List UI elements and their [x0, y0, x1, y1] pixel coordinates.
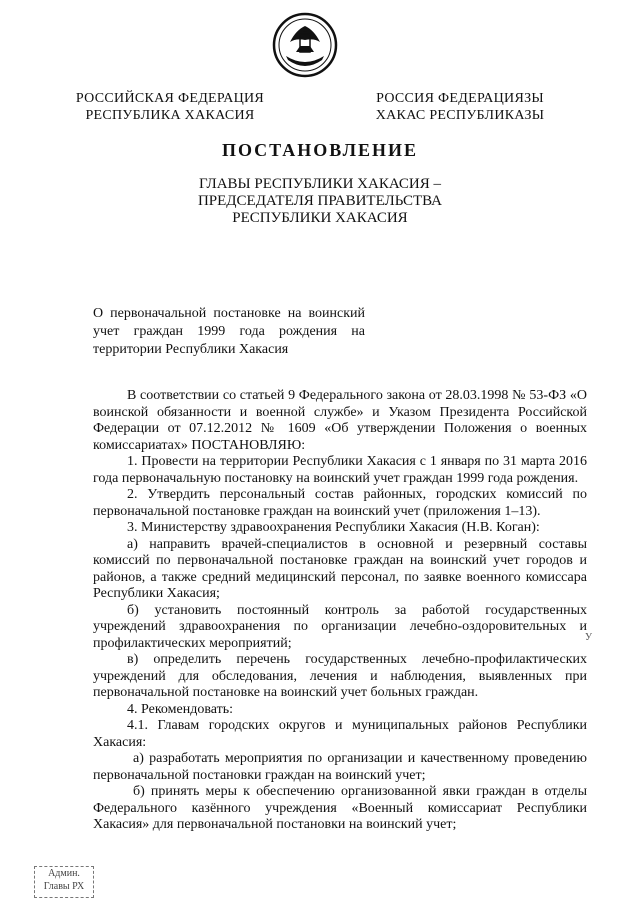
registry-stamp — [34, 866, 94, 898]
header-left-line1: РОССИЙСКАЯ ФЕДЕРАЦИЯ — [75, 91, 265, 106]
coat-of-arms-icon — [272, 12, 338, 78]
paragraph-4-1b: б) принять меры к обеспечению организованной явки граждан в отделы Федерального казённого учреждения «Военный комиссариат Республики Хакасия» для первоначальной постановки на воинский учет; — [93, 784, 587, 832]
header-left-line2: РЕСПУБЛИКА ХАКАСИЯ — [85, 108, 255, 123]
subtitle-line2: ПРЕДСЕДАТЕЛЯ ПРАВИТЕЛЬСТВА — [197, 193, 443, 209]
document-title: ПОСТАНОВЛЕНИЕ — [221, 140, 419, 160]
stamp-line1: Админ. — [48, 868, 80, 879]
header-left — [70, 90, 270, 124]
paragraph-3c: в) определить перечень государственных лечебно-профилактических учреждений для обследования, лечения и наблюдения, выявленных при первоначальной постановке на воинский учет больных граждан. — [93, 652, 587, 700]
header-right — [350, 90, 570, 124]
paragraph-4: 4. Рекомендовать: — [127, 701, 233, 717]
paragraph-3: 3. Министерству здравоохранения Республики Хакасия (Н.В. Коган): — [127, 520, 540, 535]
paragraph-3b: б) установить постоянный контроль за работой государственных учреждений здравоохранения по организации лечебно-оздоровительных и профилактических мероприятий; — [93, 602, 587, 651]
stamp-line2: Главы РХ — [43, 881, 85, 892]
subtitle-line3: РЕСПУБЛИКИ ХАКАСИЯ — [232, 210, 408, 226]
paragraph-4-1a: а) разработать мероприятия по организации и качественному проведению первоначальной постановки граждан на воинский учет; — [93, 751, 587, 783]
paragraph-1: 1. Провести на территории Республики Хакасия с 1 января по 31 марта 2016 года первоначальную постановку на воинский учет граждан 1999 года рождения. — [93, 454, 587, 486]
document-subtitle — [0, 176, 640, 227]
margin-mark: У — [585, 632, 593, 643]
paragraph-2: 2. Утвердить персональный состав районных, городских комиссий по первоначальной постановке граждан на воинский учет (приложения 1–13). — [93, 487, 587, 519]
document-subject: О первоначальной постановке на воинский учет граждан 1999 года рождения на территории Республики Хакасия — [93, 306, 365, 357]
document-body — [93, 388, 587, 834]
paragraph-3a: а) направить врачей-специалистов в основной и резервный составы комиссий по первоначальной постановке граждан на воинский учет городов и районов, а также средний медицинский персонал, по заявке военного комиссара Республики Хакасия; — [93, 536, 587, 601]
paragraph-intro: В соответствии со статьей 9 Федерального закона от 28.03.1998 № 53-ФЗ «О воинской обязанности и военной службе» и Указом Президента Российской Федерации от 07.12.2012 № 1609 «Об утверждении Положения о военных комиссариатах» ПОСТАНОВЛЯЮ: — [93, 388, 587, 453]
header-right-line1: РОССИЯ ФЕДЕРАЦИЯЗЫ — [376, 91, 544, 106]
header-right-line2: ХАКАС РЕСПУБЛИКАЗЫ — [375, 108, 545, 123]
subtitle-line1: ГЛАВЫ РЕСПУБЛИКИ ХАКАСИЯ – — [198, 176, 442, 192]
paragraph-4-1: 4.1. Главам городских округов и муниципальных районов Республики Хакасия: — [93, 718, 587, 750]
